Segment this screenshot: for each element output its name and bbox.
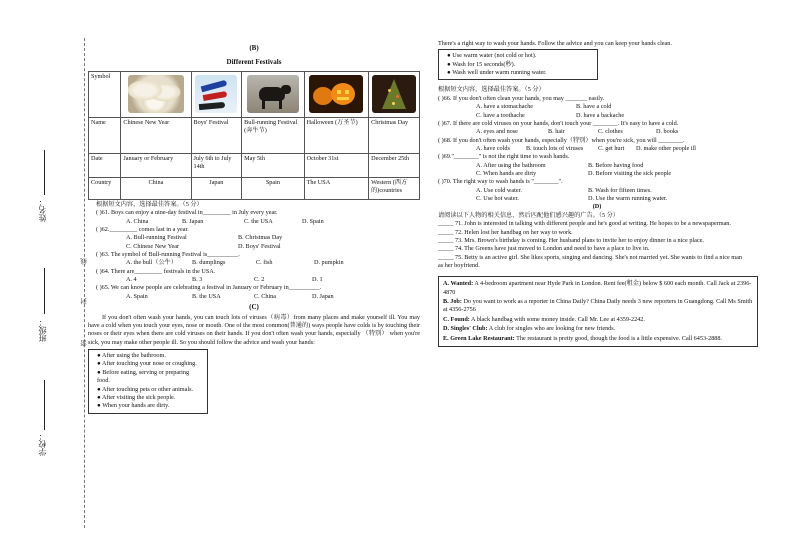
question-68	[438, 137, 756, 154]
option: A. eyes and nose	[476, 128, 518, 136]
option: B. Wash for fifteen times.	[588, 186, 652, 194]
match-item: _____ 71. John is interested in talking with different people and he's good at writing. He hopes to be a newspaperman.	[438, 220, 731, 228]
ad-item: E. Green Lake Restaurant: The restaurant is pretty good, though the food is a little expensive. Call 6453-2888.	[443, 334, 723, 342]
name-blank	[44, 150, 45, 195]
festival-date: December 25th	[369, 153, 420, 177]
section-b-letter: (B)	[249, 44, 259, 52]
match-item: _____ 72. Helen lost her handbag on her way to work.	[438, 228, 573, 236]
festival-country: Japan	[191, 177, 242, 199]
option: C. fish	[256, 259, 273, 267]
option: D. Use the warm running water.	[588, 195, 668, 203]
option: C. clothes	[598, 128, 623, 136]
advice-item: ● After touching pets or other animals.	[97, 385, 194, 393]
advice-item: ● After touching your nose or coughing.	[97, 360, 197, 368]
option: A. have a stomachache	[476, 103, 534, 111]
festival-name: Christmas Day	[369, 117, 420, 153]
school-label: 学校：	[38, 432, 47, 456]
name-row	[89, 117, 420, 153]
seal-line-char: 线	[81, 258, 88, 265]
section-c-passage: If you don't often wash your hands, you can touch lots of viruses（病毒）from many places and make yourself ill. You may have a cold when you touch your eyes, nose or mouth. One of the most common(普通的) ways people have colds is by touching their noses or their eyes when there are cold viruses on their hands. If you don't often wash your hands, especially （特别） when you're sick, you may make other people ill. So you should follow the advice and wash your hands:	[88, 313, 420, 346]
festival-image	[191, 71, 242, 117]
row-head: Symbol	[89, 71, 121, 117]
option: B. dumplings	[192, 259, 226, 267]
festival-country: China	[121, 177, 191, 199]
question-70	[438, 178, 756, 203]
christmas-tree-icon	[372, 75, 416, 113]
name-label: 姓名：	[38, 198, 47, 222]
right-column	[438, 40, 756, 347]
question-stem: ( )66. If you don't often clean your hands, you may _______ easily.	[438, 94, 605, 102]
festival-country: Spain	[242, 177, 304, 199]
festival-name: Bull-running Festival (奔牛节)	[242, 117, 304, 153]
class-label: 班级：	[38, 318, 47, 342]
advice-item: ● Wash for 15 seconds(秒).	[447, 60, 516, 68]
option: C. When hands are dirty	[476, 170, 537, 178]
festival-table	[88, 71, 420, 200]
binding-line	[84, 38, 85, 528]
advice-box	[88, 349, 208, 414]
option: C. the USA	[244, 217, 273, 225]
question-61	[88, 209, 420, 226]
option: C. have a toothache	[476, 111, 525, 119]
option: A. Use cold water.	[476, 186, 522, 194]
question-69	[438, 153, 756, 178]
question-stem: ( )69."________" is not the right time to wash hands.	[438, 153, 570, 161]
festival-name: Chinese New Year	[121, 117, 191, 153]
date-row	[89, 153, 420, 177]
option: B. 3	[192, 276, 203, 284]
bull-icon	[247, 75, 299, 113]
match-item: _____ 75. Betty is an active girl. She likes sports, singing and dancing. She's not married yet. She wants to find a nice man as her boyfriend.	[438, 253, 742, 269]
festival-image	[242, 71, 304, 117]
option: C. get hurt	[598, 144, 625, 152]
pumpkin-icon	[309, 75, 363, 113]
ad-item: B. Job: Do you want to work as a reporter in China Daily? China Daily needs 3 new reporters in Guangdong. Call Ms Smith at 4356-2756	[443, 298, 753, 314]
option: C. China	[254, 292, 277, 300]
festival-date: May 5th	[242, 153, 304, 177]
festival-date: January or February	[121, 153, 191, 177]
section-c-letter: (C)	[249, 303, 259, 312]
question-stem: ( )68. If you don't often wash your hands, especially（特别）when you're sick, you will ________.	[438, 136, 685, 144]
option: D. have a backache	[576, 111, 625, 119]
question-stem: ( )70. The right way to wash hands is "________".	[438, 178, 563, 186]
option: A. 4	[126, 276, 137, 284]
seal-secret-char: 密	[81, 340, 88, 347]
option: A. China	[126, 217, 149, 225]
left-column	[88, 44, 420, 414]
question-stem: ( )63. The symbol of Bull-running Festival is__________.	[96, 251, 240, 259]
option: C. 2	[254, 276, 265, 284]
festival-country: Western (西方的)countries	[369, 177, 420, 199]
section-c-passage-2: There's a right way to wash your hands. Follow the advice and you can keep your hands clean.	[438, 40, 672, 47]
option: D. make other people ill	[636, 144, 696, 152]
option: C. Use hot water.	[476, 195, 519, 203]
question-67	[438, 120, 756, 137]
option: A. the bull（公牛）	[126, 259, 178, 267]
advice-item: ● After using the bathroom.	[97, 352, 166, 360]
section-d-letter: (D)	[592, 203, 602, 211]
symbol-row	[89, 71, 420, 117]
section-d-instruction: 请阅读以下人物的相关信息，然后匹配他们感兴趣的广告。（5 分）	[438, 211, 619, 219]
row-head: Name	[89, 117, 121, 153]
option: D. pumpkin	[314, 259, 344, 267]
school-blank	[44, 380, 45, 430]
question-stem: ( )64. There are_________ festivals in the USA.	[96, 267, 216, 275]
question-64	[88, 268, 420, 285]
festival-image	[121, 71, 191, 117]
option: D. Japan	[312, 292, 334, 300]
advice-item: ● Wash well under warm running water.	[447, 69, 547, 77]
option: D. Before visiting the sick people	[588, 170, 672, 178]
question-62	[88, 226, 420, 251]
festival-image	[369, 71, 420, 117]
question-65	[88, 284, 420, 301]
ads-box	[438, 276, 758, 347]
advice-item: ● After visiting the sick people.	[97, 393, 176, 401]
option: B. touch lots of viruses	[526, 144, 584, 152]
question-stem: ( )67. If there are cold viruses on your hands, don't touch your ________. It's easy to have a cold.	[438, 119, 679, 127]
question-63	[88, 251, 420, 268]
dumplings-icon	[128, 75, 184, 113]
carp-kites-icon	[195, 75, 237, 113]
option: B. the USA	[192, 292, 221, 300]
country-row	[89, 177, 420, 199]
wash-advice-box	[438, 49, 598, 80]
option: A. Bull-running Festival	[126, 234, 187, 242]
advice-item: ● When your hands are dirty.	[97, 402, 170, 410]
festival-country: The USA	[304, 177, 368, 199]
option: A. have colds	[476, 144, 510, 152]
option: D. 1	[312, 276, 323, 284]
match-item: _____ 73. Mrs. Brown's birthday is coming. Her husband plans to invite her to enjoy dinner in a nice place.	[438, 236, 704, 244]
option: D. Boys' Festival	[238, 242, 281, 250]
question-stem: ( )61. Boys can enjoy a nine-day festival in_________ in July every year.	[96, 209, 278, 217]
advice-item: ● Use warm water (not cold or hot).	[447, 52, 537, 60]
option: C. Chinese New Year	[126, 242, 180, 250]
festival-image	[304, 71, 368, 117]
row-head: Date	[89, 153, 121, 177]
option: D. Spain	[302, 217, 324, 225]
option: B. Japan	[182, 217, 204, 225]
option: A. After using the bathroom	[476, 161, 546, 169]
class-blank	[44, 268, 45, 314]
row-head: Country	[89, 177, 121, 199]
ad-item: D. Singles' Club: A club for singles who are looking for new friends.	[443, 325, 616, 333]
option: B. Christmas Day	[238, 234, 283, 242]
question-66	[438, 95, 756, 120]
option: A. Spain	[126, 292, 148, 300]
question-stem: ( )65. We can know people are celebrating a festival in January or February in__________.	[96, 284, 322, 292]
ad-item: C. Found: A black handbag with some money inside. Call Mr. Lee at 4359-2242.	[443, 315, 645, 323]
option: B. Before having food	[588, 161, 644, 169]
festival-name: Halloween (万圣节)	[304, 117, 368, 153]
advice-item: ● Before eating, serving or preparing food.	[97, 368, 190, 385]
match-item: _____ 74. The Greens have just moved to London and need to have a place to live in.	[438, 245, 650, 253]
question-stem: ( )62._________ comes last in a year.	[96, 225, 189, 233]
seal-seal-char: 封	[81, 298, 88, 305]
match-items	[438, 220, 756, 270]
festival-date: July 6th to July 14th	[191, 153, 242, 177]
option: D. books	[656, 128, 679, 136]
section-b-title: Different Festivals	[226, 58, 282, 67]
ad-item: A. Wanted: A 4-bedroom apartment near Hyde Park in London. Rent fee(租金) below $ 600 each month. Call Jack at 2396-4870	[443, 280, 752, 296]
festival-date: October 31st	[304, 153, 368, 177]
festival-name: Boys' Festival	[191, 117, 242, 153]
section-c-instruction: 根据短文内容，选择最佳答案。（5 分）	[438, 86, 545, 94]
option: B. have a cold	[576, 103, 612, 111]
option: B. hair	[548, 128, 565, 136]
section-b-instruction: 根据短文内容，选择最佳答案。（5 分）	[96, 200, 203, 208]
